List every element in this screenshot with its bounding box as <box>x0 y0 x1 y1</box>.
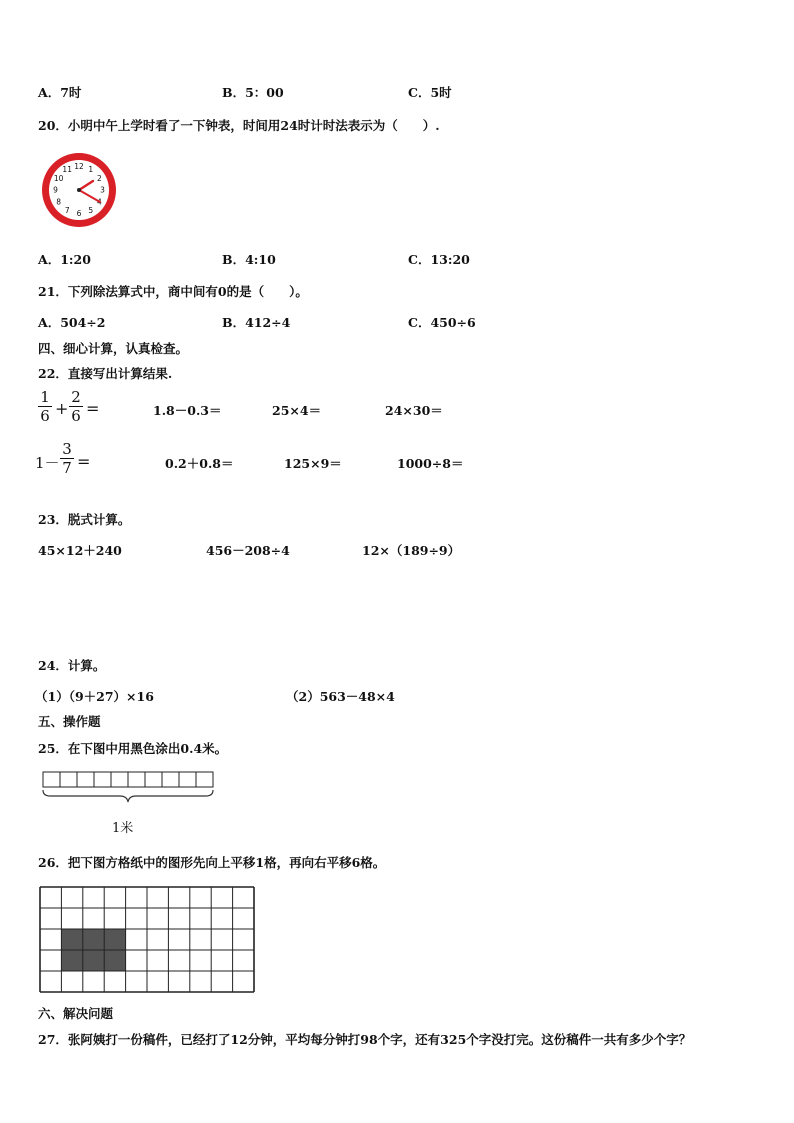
q24-question: 24．计算。 <box>38 658 106 673</box>
q22-question: 22．直接写出计算结果. <box>38 366 173 381</box>
clock-number: 2 <box>97 173 102 183</box>
calc-item: 0.2＋0.8＝ <box>165 456 234 471</box>
meter-label: 1米 <box>112 821 134 836</box>
meter-cell[interactable] <box>43 772 60 787</box>
fraction-3-7 <box>60 441 74 476</box>
q21-option-b: B．412÷4 <box>222 315 291 330</box>
clock-number: 3 <box>100 185 105 195</box>
q27-question: 27．张阿姨打一份稿件，已经打了12分钟，平均每分钟打98个字，还有325个字没打完。这份稿件一共有多少个字？ <box>38 1032 692 1047</box>
meter-cell[interactable] <box>128 772 145 787</box>
fraction-numerator: 3 <box>62 440 72 458</box>
brace <box>43 790 213 802</box>
fraction-denominator: 7 <box>62 459 72 477</box>
clock-number: 5 <box>88 206 94 215</box>
meter-cell[interactable] <box>111 772 128 787</box>
meter-cell[interactable] <box>77 772 94 787</box>
calc-item: 45×12＋240 <box>38 543 122 558</box>
clock-number: 7 <box>64 206 70 215</box>
q19-option-c: C．5时 <box>408 85 452 100</box>
meter-cell[interactable] <box>145 772 162 787</box>
equals-sign: = <box>77 452 91 471</box>
q19-option-a: A．7时 <box>38 85 82 100</box>
clock-image <box>38 151 120 229</box>
q25-question: 25．在下图中用黑色涂出0.4米。 <box>38 741 228 756</box>
calc-item: （2）563－48×4 <box>286 689 395 704</box>
calc-item: （1）（9＋27）×16 <box>35 689 154 704</box>
plus-sign: + <box>55 399 69 418</box>
q20-option-c: C．13:20 <box>408 252 470 267</box>
calc-item: 25×4＝ <box>272 403 322 418</box>
q21-option-c: C．450÷6 <box>408 315 476 330</box>
clock-number: 1 <box>88 165 94 175</box>
calc-item: 24×30＝ <box>385 403 443 418</box>
equals-sign: = <box>86 399 100 418</box>
q23-question: 23．脱式计算。 <box>38 512 131 527</box>
fraction-1-6 <box>38 389 52 424</box>
meter-cell[interactable] <box>94 772 111 787</box>
fraction-denominator: 6 <box>40 407 50 425</box>
calc-item: 12×（189÷9） <box>362 543 461 558</box>
q20-option-a: A．1:20 <box>38 252 91 267</box>
meter-cell[interactable] <box>179 772 196 787</box>
section-4-heading: 四、细心计算，认真检查。 <box>38 341 189 356</box>
fraction-numerator: 2 <box>71 388 81 406</box>
calc-item: 1000÷8＝ <box>397 456 464 471</box>
meter-strip <box>40 771 218 811</box>
calc-item: 456－208÷4 <box>206 543 290 558</box>
q20-option-b: B．4:10 <box>222 252 276 267</box>
calc-item: 1.8－0.3＝ <box>153 403 222 418</box>
section-5-heading: 五、操作题 <box>38 714 101 729</box>
q21-question: 21．下列除法算式中，商中间有0的是（ ）。 <box>38 284 308 299</box>
fraction-numerator: 1 <box>40 388 50 406</box>
grid-paper <box>39 886 257 994</box>
section-6-heading: 六、解决问题 <box>38 1006 114 1021</box>
fraction-2-6 <box>69 389 83 424</box>
q20-question: 20．小明中午上学时看了一下钟表，时间用24时计时法表示为（ ）. <box>38 118 440 133</box>
q21-option-a: A．504÷2 <box>38 315 106 330</box>
clock-number: 12 <box>74 162 84 172</box>
clock-number: 6 <box>76 209 82 219</box>
q19-option-b: B．5：00 <box>222 85 284 100</box>
clock-center <box>77 188 81 192</box>
clock-number: 9 <box>53 185 58 195</box>
q26-question: 26．把下图方格纸中的图形先向上平移1格，再向右平移6格。 <box>38 855 386 870</box>
fraction-denominator: 6 <box>71 407 81 425</box>
one-minus: 1－ <box>35 454 60 472</box>
meter-cell[interactable] <box>196 772 213 787</box>
clock-number: 11 <box>62 165 72 175</box>
clock-number: 10 <box>53 173 64 183</box>
meter-cell[interactable] <box>162 772 179 787</box>
meter-cell[interactable] <box>60 772 77 787</box>
clock-number: 8 <box>56 197 61 207</box>
calc-item: 125×9＝ <box>284 456 342 471</box>
